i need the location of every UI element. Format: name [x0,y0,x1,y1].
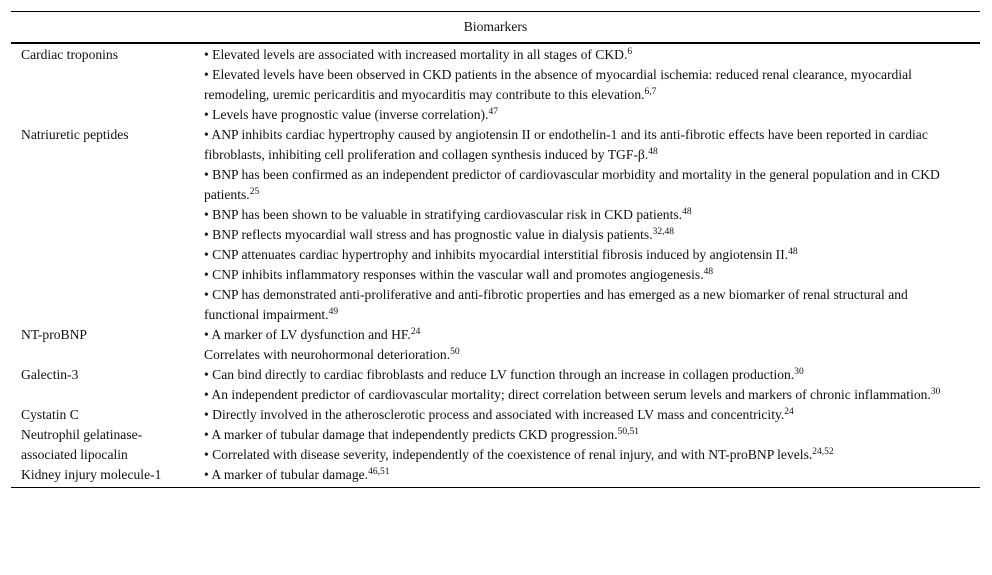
description-item [204,65,950,105]
table-row [11,425,980,465]
table-row [11,405,980,425]
description-item [204,385,950,405]
description-item [204,105,950,125]
description-text: • Directly involved in the atherosclerotic process and associated with increased LV mass and concentricity. [204,407,785,422]
description-item [204,225,950,245]
description-text: • Correlated with disease severity, independently of the coexistence of renal injury, and with NT-proBNP levels. [204,447,813,462]
description-item [204,245,950,265]
description-text: • Can bind directly to cardiac fibroblasts and reduce LV function through an increase in collagen production. [204,367,795,382]
description-item [204,325,950,345]
reference-superscript: 6,7 [644,87,657,97]
biomarker-name: Cardiac troponins [21,47,119,62]
biomarker-description [195,365,980,405]
description-item [204,205,950,225]
biomarker-name: Galectin-3 [21,367,79,382]
description-item [204,45,950,65]
description-text: • An independent predictor of cardiovascular mortality; direct correlation between serum levels and markers of chronic inflammation. [204,387,931,402]
description-item [204,365,950,385]
biomarkers-table-container [11,11,980,488]
description-text: • BNP reflects myocardial wall stress and has prognostic value in dialysis patients. [204,227,653,242]
description-item [204,425,950,445]
table-body [11,43,980,488]
biomarker-description [195,425,980,465]
table-row [11,365,980,405]
table-row [11,325,980,365]
description-item [204,265,950,285]
table-header-title: Biomarkers [11,12,980,44]
description-text: • CNP inhibits inflammatory responses within the vascular wall and promotes angiogenesis. [204,267,704,282]
biomarker-name: Kidney injury molecule-1 [21,467,162,482]
table-row [11,43,980,125]
description-text: • A marker of LV dysfunction and HF. [204,327,411,342]
biomarker-name: Natriuretic peptides [21,127,129,142]
description-text: • A marker of tubular damage that independently predicts CKD progression. [204,427,618,442]
description-text: • ANP inhibits cardiac hypertrophy caused by angiotensin II or endothelin-1 and its anti-fibrotic effects have been reported in cardiac fibroblasts, inhibiting cell proliferation and collagen synthesis induced by TGF-β. [204,127,928,162]
reference-superscript: 50,51 [617,427,639,437]
biomarker-description [195,325,980,365]
description-text: • CNP attenuates cardiac hypertrophy and inhibits myocardial interstitial fibrosis induced by angiotensin II. [204,247,789,262]
reference-superscript: 50 [450,347,460,357]
description-text: • BNP has been shown to be valuable in stratifying cardiovascular risk in CKD patients. [204,207,683,222]
reference-superscript: 47 [488,107,498,117]
description-text: Correlates with neurohormonal deterioration. [204,347,451,362]
reference-superscript: 24 [410,327,421,337]
biomarker-description [195,465,980,488]
reference-superscript: 48 [682,207,692,217]
table-header-row [11,12,980,44]
description-text: • A marker of tubular damage. [204,467,369,482]
reference-superscript: 30 [930,387,941,397]
reference-superscript: 48 [648,147,658,157]
description-item [204,465,950,485]
description-text: • BNP has been confirmed as an independent predictor of cardiovascular morbidity and mortality in the general population and in CKD patients. [204,167,940,202]
reference-superscript: 25 [249,187,260,197]
reference-superscript: 32,48 [652,227,674,237]
description-item [204,405,950,425]
biomarker-description [195,43,980,125]
biomarker-name: Cystatin C [21,407,79,422]
reference-superscript: 6 [627,47,633,57]
biomarkers-table [11,11,980,488]
description-text: • CNP has demonstrated anti-proliferative and anti-fibrotic properties and has emerged as a new biomarker of renal structural and functional impairment. [204,287,908,322]
description-text: • Levels have prognostic value (inverse correlation). [204,107,489,122]
reference-superscript: 49 [328,307,339,317]
reference-superscript: 30 [794,367,804,377]
reference-superscript: 48 [703,267,714,277]
reference-superscript: 24,52 [812,447,834,457]
table-row [11,125,980,325]
description-text: • Elevated levels are associated with increased mortality in all stages of CKD. [204,47,628,62]
description-item [204,125,950,165]
description-item [204,285,950,325]
description-item [204,445,950,465]
description-item [204,345,950,365]
description-item [204,165,950,205]
biomarker-name: NT-proBNP [21,327,87,342]
reference-superscript: 24 [784,407,794,417]
biomarker-name: Neutrophil gelatinase-associated lipocalin [21,427,143,462]
biomarker-description [195,405,980,425]
biomarker-description [195,125,980,325]
description-text: • Elevated levels have been observed in CKD patients in the absence of myocardial ischemia: reduced renal clearance, myocardial remodeling, uremic pericarditis and myocarditis may contribute to this elevation. [204,67,912,102]
reference-superscript: 46,51 [368,467,390,477]
table-row [11,465,980,488]
reference-superscript: 48 [788,247,798,257]
